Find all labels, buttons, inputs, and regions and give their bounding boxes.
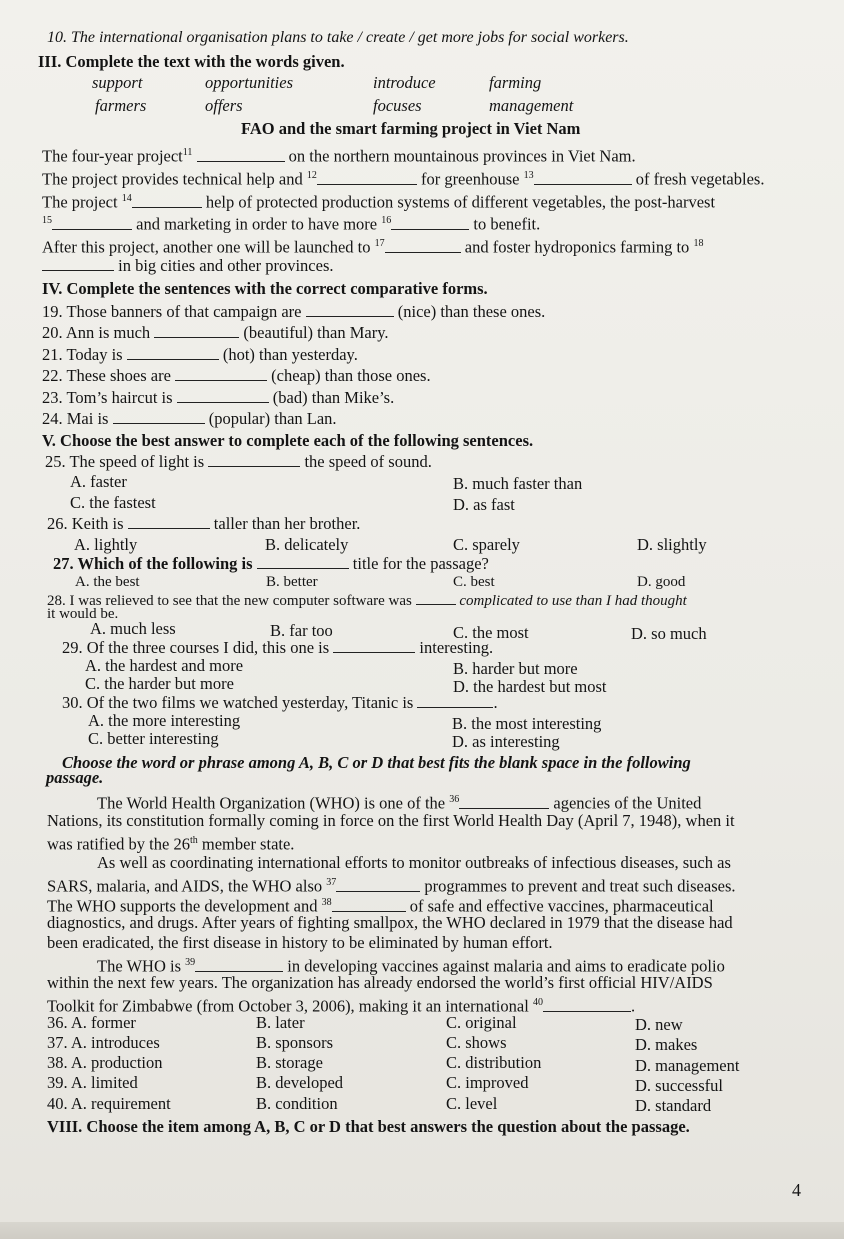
blank-13[interactable] <box>534 170 632 185</box>
passage-line: The project provides technical help and $^{12}$ for greenhouse $^{13}$ of fresh vegetables. <box>42 169 765 189</box>
option[interactable]: D. new <box>635 1015 683 1034</box>
blank-37[interactable] <box>336 877 420 892</box>
question-28-continued: it would be. <box>47 606 119 622</box>
section-5-heading: V. Choose the best answer to complete each of the following sentences. <box>42 431 534 450</box>
question-28: 28. I was relieved to see that the new computer software was complicated to use than I had thought <box>47 590 687 611</box>
blank-36[interactable] <box>459 794 549 809</box>
answer-blank[interactable] <box>257 554 349 569</box>
question-20: 20. Ann is much (beautiful) than Mary. <box>42 323 389 342</box>
question-23: 23. Tom’s haircut is (bad) than Mike’s. <box>42 388 395 407</box>
passage-line: The project $^{14}$ help of protected production systems of different vegetables, the post-harvest <box>42 192 716 212</box>
option[interactable]: C. the most <box>453 623 529 642</box>
option[interactable]: C. shows <box>446 1033 507 1052</box>
option[interactable]: A. much less <box>90 619 176 638</box>
option[interactable]: C. level <box>446 1094 498 1113</box>
answer-blank[interactable] <box>127 345 219 360</box>
page-edge <box>0 1222 844 1239</box>
passage-line: been eradicated, the first disease in history to be eliminated by human effort. <box>47 933 553 952</box>
passage-line: SARS, malaria, and AIDS, the WHO also $^{37}$ programmes to prevent and treat such diseases. <box>47 876 736 896</box>
passage-line: As well as coordinating international efforts to monitor outbreaks of infectious diseases, such as <box>97 853 731 872</box>
blank-15[interactable] <box>52 215 132 230</box>
answer-blank[interactable] <box>416 590 456 605</box>
option[interactable]: C. distribution <box>446 1053 542 1072</box>
question-25: 25. The speed of light is the speed of sound. <box>45 452 432 471</box>
answer-blank[interactable] <box>177 388 269 403</box>
passage-line: The World Health Organization (WHO) is one of the $^{36}$ agencies of the United <box>97 793 702 813</box>
answer-blank[interactable] <box>128 514 210 529</box>
option[interactable]: A. lightly <box>74 535 138 554</box>
option[interactable]: D. slightly <box>637 535 707 554</box>
blank-12[interactable] <box>317 170 417 185</box>
option[interactable]: A. the more interesting <box>88 711 241 730</box>
question-27: 27. Which of the following is title for the passage? <box>53 554 489 573</box>
option[interactable]: B. sponsors <box>256 1033 334 1052</box>
passage-line: $^{15}$ and marketing in order to have more $^{16}$ to benefit. <box>42 214 541 234</box>
option[interactable]: B. harder but more <box>453 659 578 678</box>
passage-line: The four-year project$^{11}$ on the northern mountainous provinces in Viet Nam. <box>42 146 636 166</box>
option[interactable]: D. as interesting <box>452 732 560 751</box>
option[interactable]: 40. A. requirement <box>47 1094 171 1113</box>
passage-line: After this project, another one will be launched to $^{17}$ and foster hydroponics farming to $^{18}$ <box>42 237 704 257</box>
passage-line: The WHO supports the development and $^{38}$ of safe and effective vaccines, pharmaceutical <box>47 896 714 916</box>
option[interactable]: A. faster <box>70 472 127 491</box>
option[interactable]: B. better <box>266 574 318 590</box>
question-30: 30. Of the two films we watched yesterday, Titanic is . <box>62 693 498 712</box>
word-bank-item: support <box>92 73 143 92</box>
word-bank-item: farming <box>489 73 542 92</box>
question-10: 10. The international organisation plans to take / create / get more jobs for social workers. <box>47 29 629 46</box>
blank-40[interactable] <box>543 997 631 1012</box>
answer-blank[interactable] <box>306 302 394 317</box>
word-bank-item: focuses <box>373 96 422 115</box>
word-bank-item: opportunities <box>205 73 294 92</box>
question-21: 21. Today is (hot) than yesterday. <box>42 345 358 364</box>
answer-blank[interactable] <box>113 409 205 424</box>
passage-line: Nations, its constitution formally coming in force on the first World Health Day (April 7, 1948), when it <box>47 811 735 830</box>
blank-14[interactable] <box>132 193 202 208</box>
word-bank-item: farmers <box>95 96 147 115</box>
option[interactable]: D. standard <box>635 1096 712 1115</box>
passage-line: within the next few years. The organization has already endorsed the world’s first official HIV/AIDS <box>47 973 713 992</box>
cloze-heading-continued: passage. <box>46 768 104 787</box>
passage-line: was ratified by the 26th member state. <box>47 834 295 854</box>
option[interactable]: C. best <box>453 574 495 590</box>
answer-blank[interactable] <box>333 638 415 653</box>
answer-blank[interactable] <box>417 693 493 708</box>
blank-11[interactable] <box>197 147 285 162</box>
passage-line: diagnostics, and drugs. After years of fighting smallpox, the WHO declared in 1979 that the disease had <box>47 913 733 932</box>
blank-38[interactable] <box>332 897 406 912</box>
cloze-heading: Choose the word or phrase among A, B, C or D that best fits the blank space in the following <box>62 753 691 772</box>
option[interactable]: C. sparely <box>453 535 520 554</box>
section-8-heading: VIII. Choose the item among A, B, C or D that best answers the question about the passage. <box>47 1117 690 1136</box>
blank-39[interactable] <box>195 957 283 972</box>
option[interactable]: D. successful <box>635 1076 723 1095</box>
option[interactable]: C. the harder but more <box>85 674 234 693</box>
passage-line: Toolkit for Zimbabwe (from October 3, 2006), making it an international $^{40}$ . <box>47 996 636 1016</box>
question-29: 29. Of the three courses I did, this one is interesting. <box>62 638 494 657</box>
option[interactable]: C. the fastest <box>70 493 156 512</box>
blank-18[interactable] <box>42 256 114 271</box>
question-19: 19. Those banners of that campaign are (nice) than these ones. <box>42 302 546 321</box>
section-4-heading: IV. Complete the sentences with the correct comparative forms. <box>42 279 488 298</box>
option[interactable]: 36. A. former <box>47 1013 136 1032</box>
option[interactable]: B. condition <box>256 1094 338 1113</box>
word-bank-item: offers <box>205 96 243 115</box>
option[interactable]: B. much faster than <box>453 474 583 493</box>
word-bank-item: management <box>489 96 574 115</box>
passage-title: FAO and the smart farming project in Viet Nam <box>241 119 581 138</box>
answer-blank[interactable] <box>154 323 239 338</box>
option[interactable]: C. original <box>446 1013 517 1032</box>
option[interactable]: A. the best <box>75 574 140 590</box>
passage-line: in big cities and other provinces. <box>42 256 334 276</box>
option[interactable]: C. improved <box>446 1073 529 1092</box>
word-bank-item: introduce <box>373 73 436 92</box>
option[interactable]: D. the hardest but most <box>453 677 607 696</box>
option[interactable]: D. as fast <box>453 495 515 514</box>
section-3-heading: III. Complete the text with the words given. <box>38 52 345 71</box>
option[interactable]: D. makes <box>635 1035 698 1054</box>
question-26: 26. Keith is taller than her brother. <box>47 514 361 533</box>
option[interactable]: C. better interesting <box>88 729 219 748</box>
option[interactable]: B. developed <box>256 1073 344 1092</box>
option[interactable]: D. so much <box>631 624 707 643</box>
passage-line: The WHO is $^{39}$ in developing vaccines against malaria and aims to eradicate polio <box>97 956 725 976</box>
option[interactable]: D. management <box>635 1056 740 1075</box>
page-number: 4 <box>792 1180 801 1200</box>
option[interactable]: 37. A. introduces <box>47 1033 160 1052</box>
option[interactable]: B. the most interesting <box>452 714 602 733</box>
option[interactable]: B. delicately <box>265 535 349 554</box>
option[interactable]: B. later <box>256 1013 305 1032</box>
option[interactable]: B. storage <box>256 1053 323 1072</box>
question-22: 22. These shoes are (cheap) than those ones. <box>42 366 431 385</box>
blank-17[interactable] <box>385 238 461 253</box>
option[interactable]: D. good <box>637 574 686 590</box>
option[interactable]: 39. A. limited <box>47 1073 138 1092</box>
answer-blank[interactable] <box>208 452 300 467</box>
blank-16[interactable] <box>391 215 469 230</box>
option[interactable]: 38. A. production <box>47 1053 163 1072</box>
option[interactable]: A. the hardest and more <box>85 656 244 675</box>
question-24: 24. Mai is (popular) than Lan. <box>42 409 337 428</box>
option[interactable]: B. far too <box>270 621 333 640</box>
answer-blank[interactable] <box>175 366 267 381</box>
